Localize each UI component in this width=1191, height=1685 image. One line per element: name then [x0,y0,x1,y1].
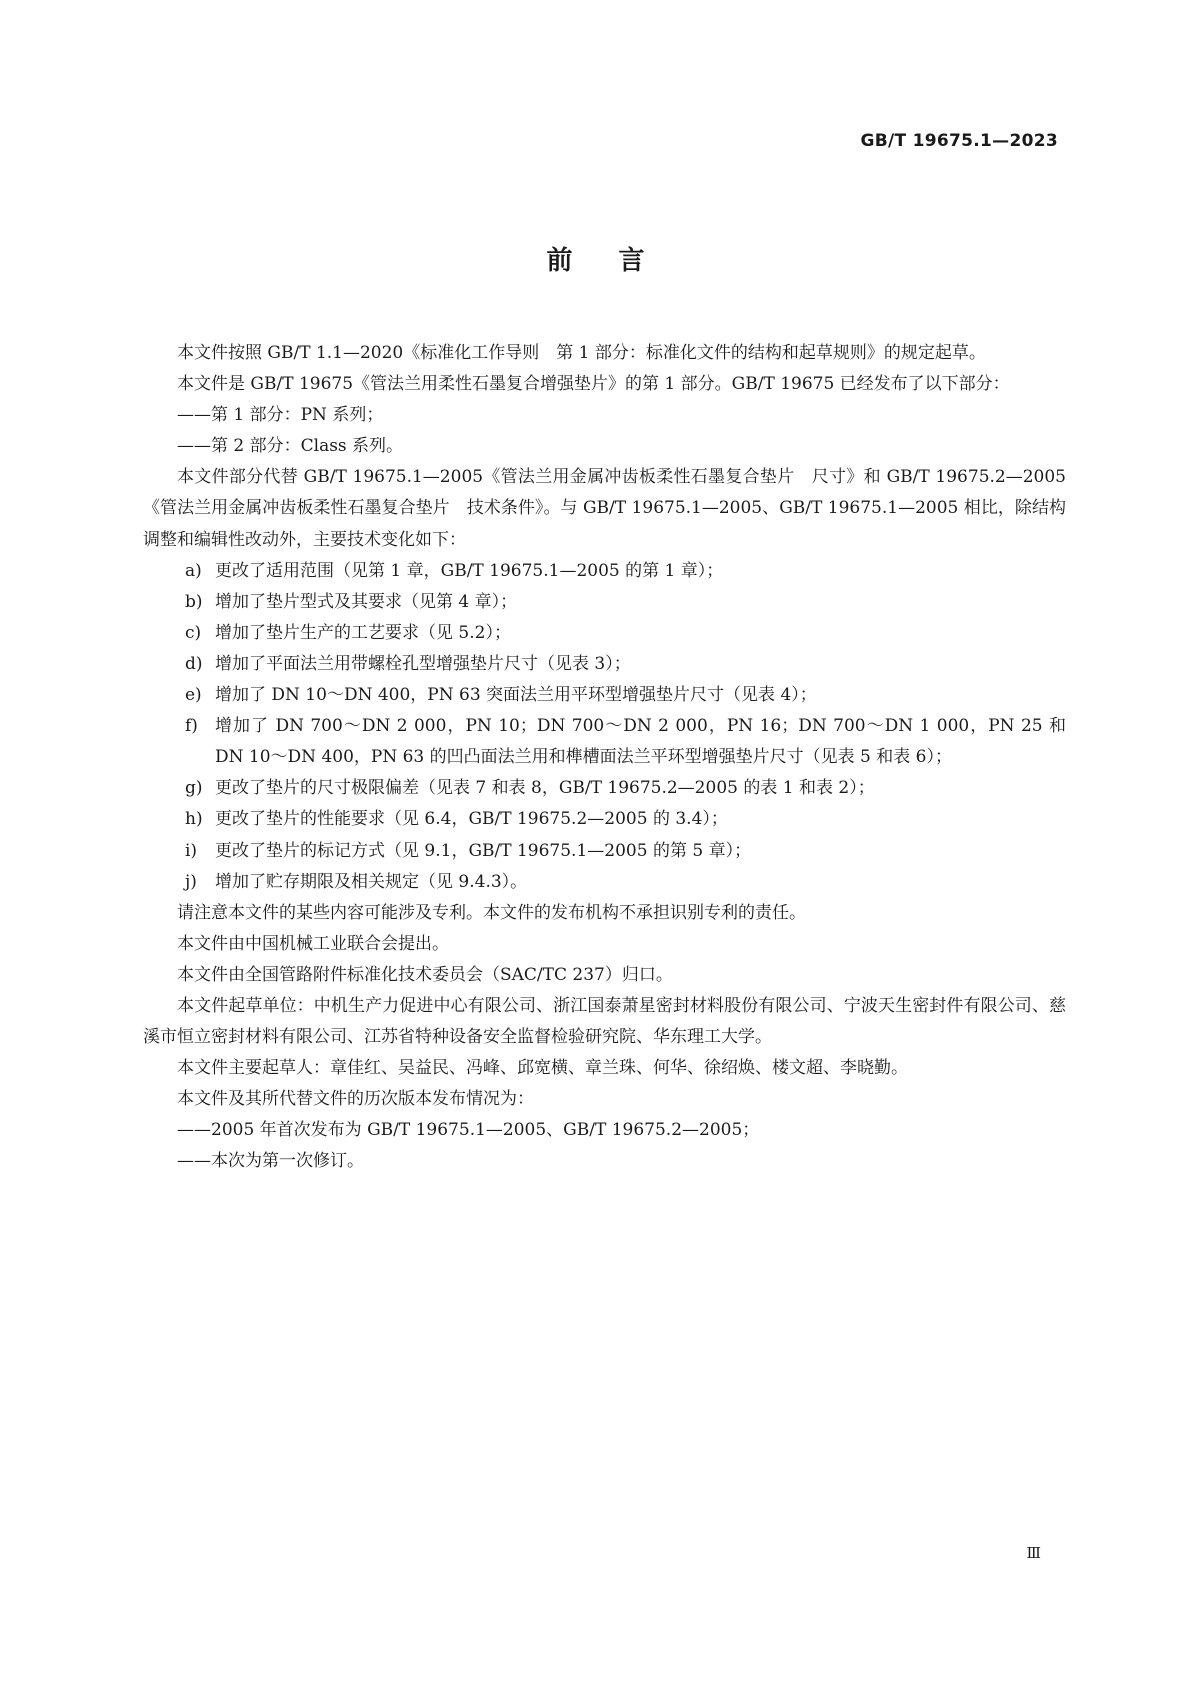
change-item [143,804,1066,835]
change-item-text: 更改了垫片的尺寸极限偏差（见表 7 和表 8，GB/T 19675.2—2005 的表 1 和表 2）； [215,778,875,799]
standard-code: GB/T 19675.1—2023 [860,131,1058,151]
paragraph-replacement: 本文件部分代替 GB/T 19675.1—2005《管法兰用金属冲齿板柔性石墨复合垫片 尺寸》和 GB/T 19675.2—2005《管法兰用金属冲齿板柔性石墨复合垫片 技术条件》。与 GB/T 19675.1—2005、GB/T 19675.1—2005 相比，除结构调整和编辑性改动外，主要技术变化如下： [143,467,1066,550]
change-item [143,556,1066,587]
change-item-label: d) [185,653,203,674]
change-item-label: j) [185,871,197,892]
change-item [143,773,1066,804]
list-item-history-2: ——本次为第一次修订。 [177,1151,364,1172]
list-item-part1: ——第 1 部分：PN 系列； [177,405,384,426]
change-item [143,649,1066,680]
change-item-text: 增加了 DN 10～DN 400，PN 63 突面法兰用平环型增强垫片尺寸（见表 4）； [215,685,817,706]
change-item-text: 更改了垫片的性能要求（见 6.4，GB/T 19675.2—2005 的 3.4）； [215,809,728,830]
change-item [143,867,1066,898]
change-item-text: 增加了平面法兰用带螺栓孔型增强垫片尺寸（见表 3）； [215,653,631,674]
list-item-history-1: ——2005 年首次发布为 GB/T 19675.1—2005、GB/T 19675.2—2005； [177,1120,760,1141]
paragraph-drafting-rules: 本文件按照 GB/T 1.1—2020《标准化工作导则 第 1 部分：标准化文件的结构和起草规则》的规定起草。 [177,343,986,363]
paragraph-series-parts: 本文件是 GB/T 19675《管法兰用柔性石墨复合增强垫片》的第 1 部分。GB/T 19675 已经发布了以下部分： [177,374,1010,395]
change-item-text: 增加了 DN 700～DN 2 000，PN 10；DN 700～DN 2 000，PN 16；DN 700～DN 1 000，PN 25 和 DN 10～DN 400，PN 63 的凹凸面法兰用和榫槽面法兰平环型增强垫片尺寸（见表 5 和表 6）； [215,716,1066,768]
change-item-label: i) [185,840,198,861]
change-item-label: g) [185,778,203,799]
change-item [143,836,1066,867]
change-item [143,680,1066,711]
change-item [143,711,1066,773]
change-item-text: 更改了适用范围（见第 1 章，GB/T 19675.1—2005 的第 1 章）； [215,560,724,581]
change-item-label: f) [185,716,198,737]
paragraph-patent-notice: 请注意本文件的某些内容可能涉及专利。本文件的发布机构不承担识别专利的责任。 [177,902,806,923]
list-item-part2: ——第 2 部分：Class 系列。 [177,436,404,457]
change-item-text: 更改了垫片的标记方式（见 9.1，GB/T 19675.1—2005 的第 5 章）； [215,840,752,861]
change-item-label: c) [185,622,202,643]
paragraph-version-history: 本文件及其所代替文件的历次版本发布情况为： [177,1089,534,1110]
page-number: Ⅲ [1026,1544,1041,1562]
page-title: 前言 [546,246,691,276]
change-item-text: 增加了垫片生产的工艺要求（见 5.2）； [215,622,511,643]
paragraph-under-jurisdiction: 本文件由全国管路附件标准化技术委员会（SAC/TC 237）归口。 [177,964,673,985]
change-item-label: h) [185,809,203,830]
foreword-body [143,338,1066,1178]
change-item-label: b) [185,591,203,612]
change-item-text: 增加了垫片型式及其要求（见第 4 章）； [215,591,518,612]
change-item [143,618,1066,649]
change-item [143,587,1066,618]
paragraph-proposed-by: 本文件由中国机械工业联合会提出。 [177,933,449,954]
change-item-label: a) [185,560,202,581]
change-item-text: 增加了贮存期限及相关规定（见 9.4.3）。 [215,871,528,892]
change-item-label: e) [185,685,202,706]
paragraph-drafting-organizations: 本文件起草单位：中机生产力促进中心有限公司、浙江国泰萧星密封材料股份有限公司、宁波天生密封件有限公司、慈溪市恒立密封材料有限公司、江苏省特种设备安全监督检验研究院、华东理工大学。 [143,995,1066,1048]
paragraph-drafters: 本文件主要起草人：章佳红、吴益民、冯峰、邱宽横、章兰珠、何华、徐绍焕、楼文超、李晓勤。 [177,1058,908,1079]
